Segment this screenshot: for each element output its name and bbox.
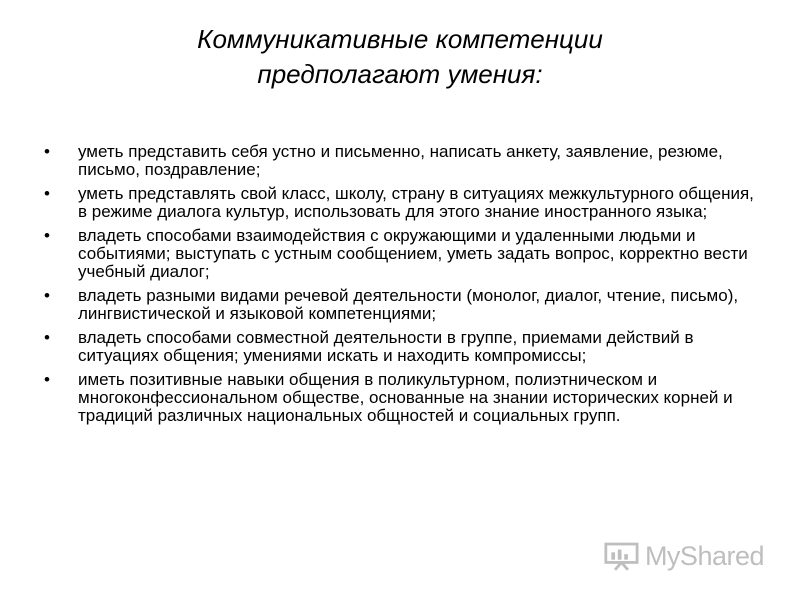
watermark-text: MyShared xyxy=(644,540,764,571)
list-item-text: владеть способами взаимодействия с окружающими и удаленными людьми и событиями; выступать с устным сообщением, уметь задать вопрос, корректно вести учебный диалог; xyxy=(78,226,748,281)
bullet-marker: • xyxy=(44,184,50,203)
list-item xyxy=(44,185,756,221)
list-item xyxy=(44,227,756,281)
presentation-board-icon xyxy=(604,540,639,572)
bullet-list xyxy=(44,143,756,431)
list-item-text: владеть разными видами речевой деятельности (монолог, диалог, чтение, письмо), лингвистической и языковой компетенциями; xyxy=(78,286,739,323)
slide-title xyxy=(60,22,740,92)
bullet-marker: • xyxy=(44,142,50,161)
list-item-text: иметь позитивные навыки общения в поликультурном, полиэтническом и многоконфессиональном обществе, основанные на знании исторических корней и традиций различных национальных общностей и социальных групп. xyxy=(78,370,733,425)
list-item xyxy=(44,287,756,323)
title-line-2: предполагают умения: xyxy=(257,59,543,89)
watermark-logo xyxy=(604,538,764,574)
list-item-text: владеть способами совместной деятельности в группе, приемами действий в ситуациях общения; умениями искать и находить компромиссы; xyxy=(78,328,694,365)
title-line-1: Коммуникативные компетенции xyxy=(197,24,603,54)
list-item xyxy=(44,143,756,179)
bullet-marker: • xyxy=(44,286,50,305)
list-item-text: уметь представлять свой класс, школу, страну в ситуациях межкультурного общения, в режиме диалога культур, использовать для этого знание иностранного языка; xyxy=(78,184,754,221)
list-item xyxy=(44,329,756,365)
bullet-marker: • xyxy=(44,370,50,389)
bullet-marker: • xyxy=(44,328,50,347)
list-item xyxy=(44,371,756,425)
list-item-text: уметь представить себя устно и письменно, написать анкету, заявление, резюме, письмо, поздравление; xyxy=(78,142,723,179)
bullet-marker: • xyxy=(44,226,50,245)
